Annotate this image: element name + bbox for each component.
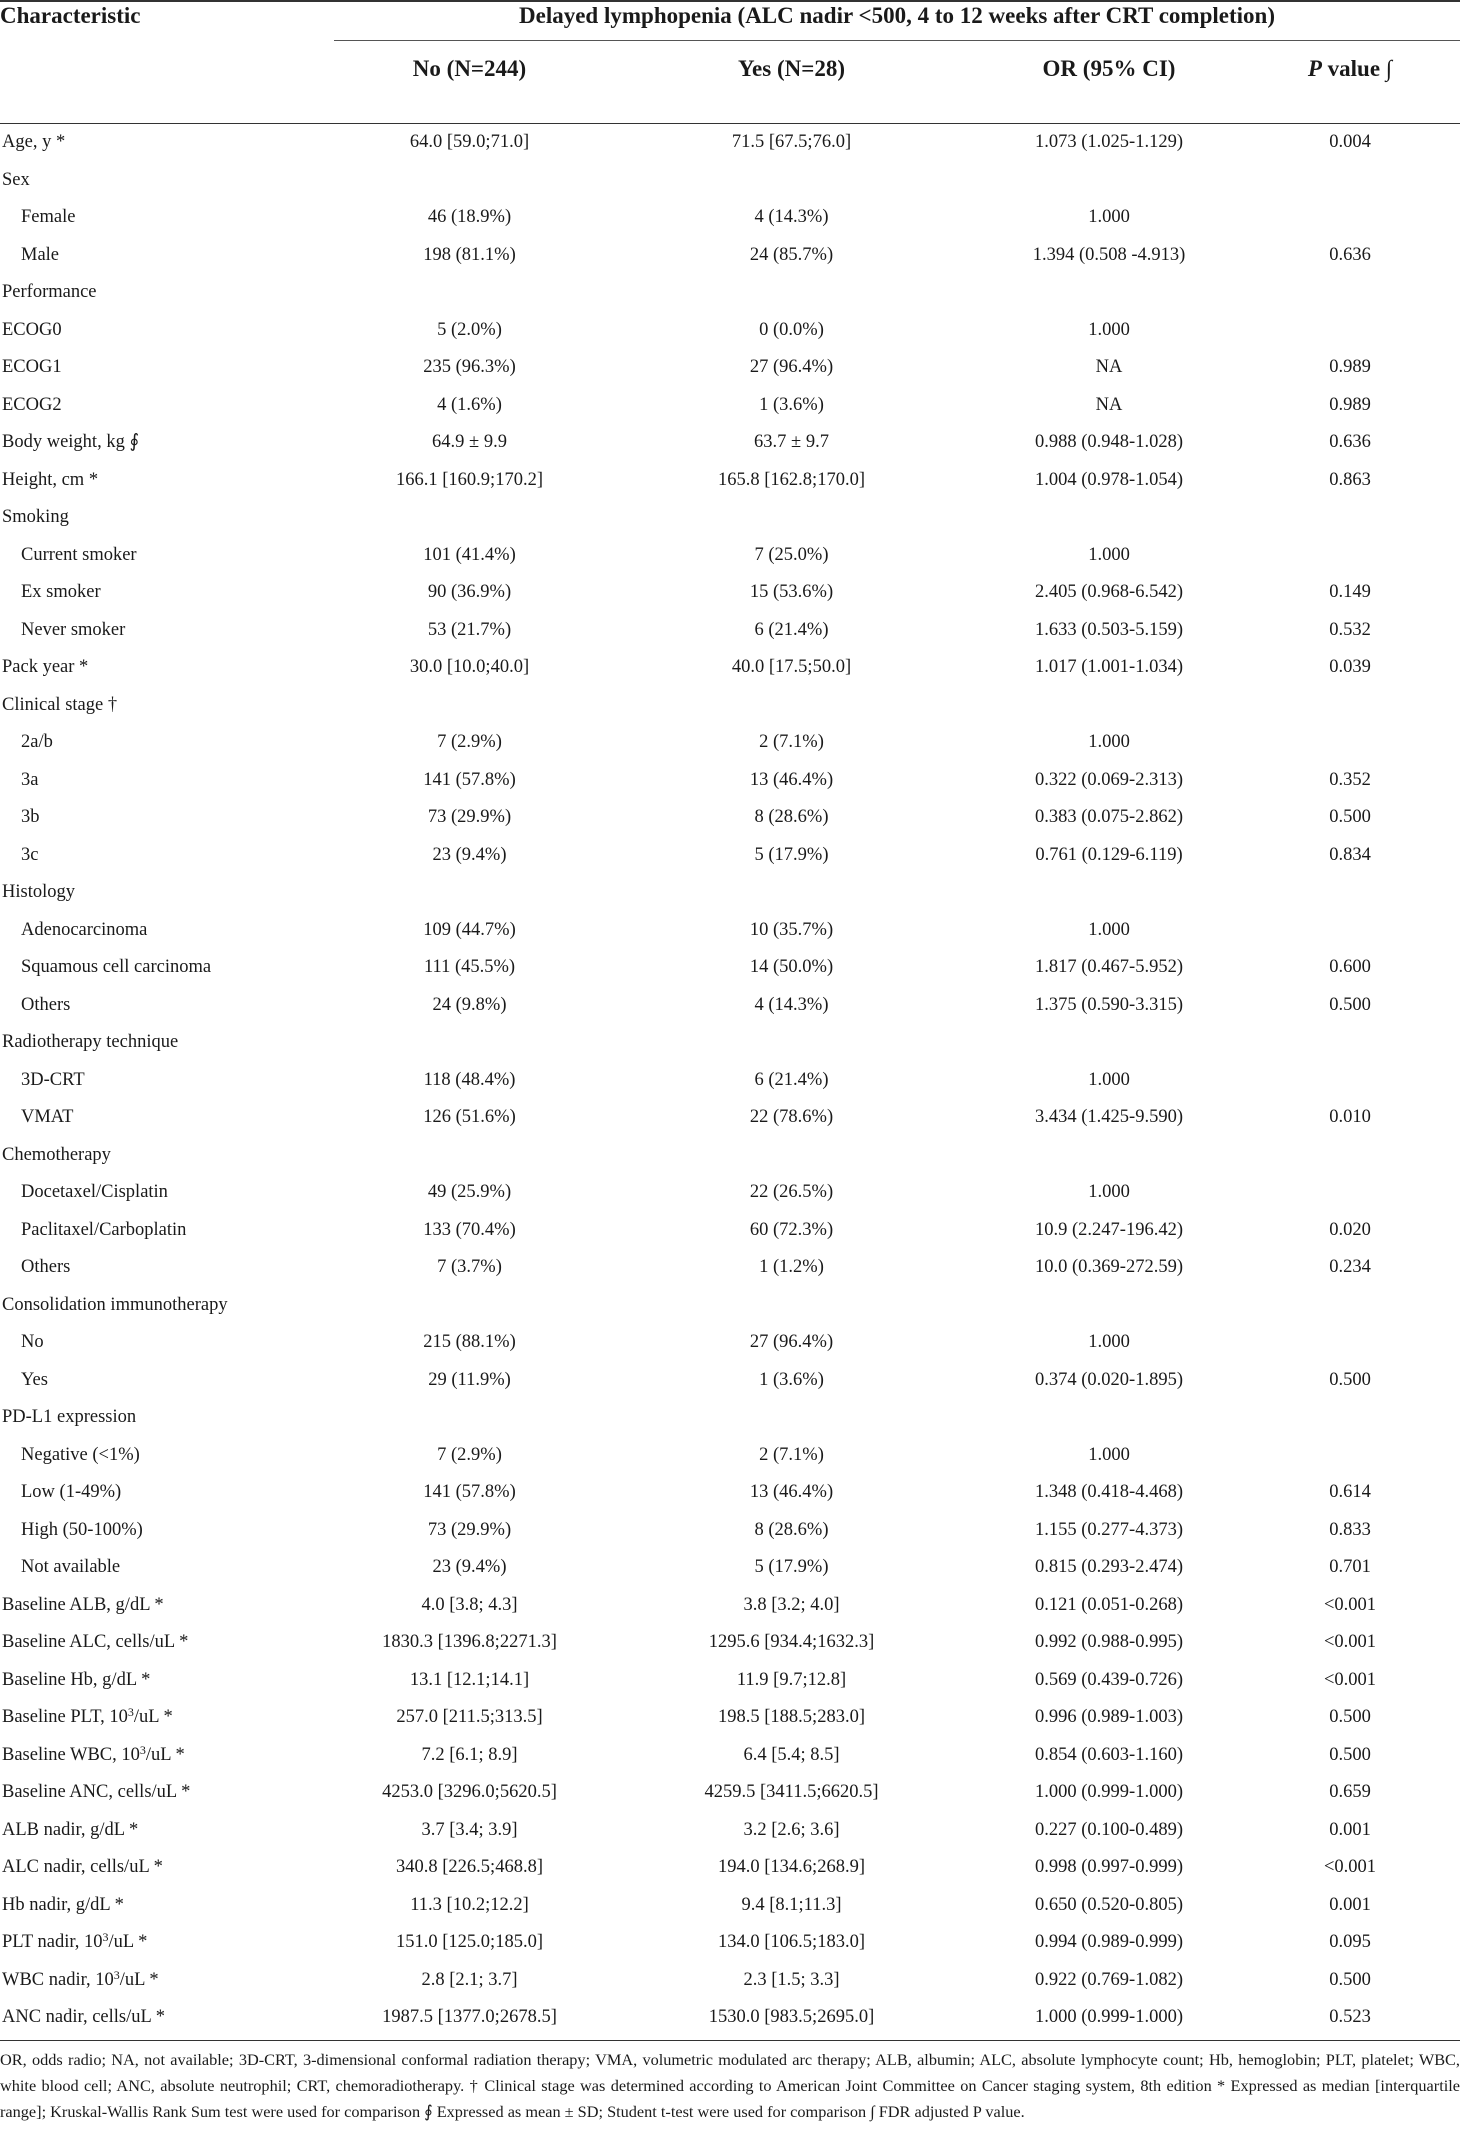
cell-or: 1.004 (0.978-1.054) [1035,469,1183,490]
table-row [0,237,1460,275]
table-row [0,724,1460,762]
row-label: 3c [21,844,39,865]
table-row [0,1924,1460,1962]
cell-or: 1.000 [1088,1332,1130,1352]
table-row [0,1849,1460,1887]
cell-no: 2.8 [2.1; 3.7] [421,1969,518,1990]
cell-yes: 10 (35.7%) [749,919,834,940]
row-label: Docetaxel/Cisplatin [21,1182,168,1202]
row-label: Others [21,1257,71,1277]
row-label: 3b [21,807,40,827]
cell-p: 0.701 [1329,1557,1371,1577]
cell-or: 0.992 (0.988-0.995) [1035,1632,1183,1652]
row-label: Hb nadir, g/dL * [2,1894,124,1915]
table-row [0,1999,1460,2037]
table-row [0,1437,1460,1475]
cell-or: 1.155 (0.277-4.373) [1035,1519,1183,1540]
cell-no: 141 (57.8%) [423,1482,516,1502]
row-label: Performance [2,282,97,302]
cell-p: 0.500 [1329,807,1371,827]
cell-no: 109 (44.7%) [423,919,516,940]
row-label: Female [21,207,76,227]
row-label: ALB nadir, g/dL * [2,1819,139,1840]
row-label: ALC nadir, cells/uL * [2,1857,163,1877]
cell-yes: 27 (96.4%) [749,1332,834,1352]
cell-no: 4.0 [3.8; 4.3] [421,1594,518,1615]
row-label: 3a [21,769,39,790]
row-label: 3D-CRT [21,1069,85,1090]
cell-yes: 14 (50.0%) [749,957,834,977]
cell-or: 3.434 (1.425-9.590) [1035,1107,1183,1127]
table-row [0,124,1460,162]
table-row [0,762,1460,800]
row-label: Yes [21,1369,48,1390]
cell-or: 0.121 (0.051-0.268) [1035,1594,1183,1615]
row-label: Male [21,244,60,265]
cell-yes: 13 (46.4%) [749,1482,834,1502]
cell-yes: 1 (3.6%) [759,394,824,415]
table-row [0,537,1460,575]
cell-yes: 9.4 [8.1;11.3] [741,1894,842,1915]
row-label: Never smoker [21,619,126,640]
cell-p: 0.234 [1329,1257,1371,1277]
table-row [0,1962,1460,2000]
cell-or: 10.9 (2.247-196.42) [1035,1219,1183,1240]
table-row [0,912,1460,950]
table-row [0,1587,1460,1625]
cell-no: 90 (36.9%) [427,582,512,602]
cell-p: 0.614 [1329,1482,1371,1502]
row-label-pre: PLT nadir, 10 [2,1932,103,1952]
cell-no: 24 (9.8%) [432,994,507,1015]
cell-p: 0.834 [1329,844,1371,865]
table-row [0,387,1460,425]
row-label-post: /uL * [133,1707,173,1727]
cell-no: 64.0 [59.0;71.0] [409,132,530,152]
cell-p: 0.020 [1329,1219,1371,1240]
row-label: Squamous cell carcinoma [21,957,212,977]
cell-yes: 13 (46.4%) [749,769,834,790]
cell-yes: 24 (85.7%) [749,244,834,265]
cell-or: 1.000 [1088,732,1130,752]
cell-yes: 3.8 [3.2; 4.0] [743,1594,840,1615]
row-label-sup: 3 [139,1742,146,1757]
table-row [0,1212,1460,1250]
cell-no: 64.9 ± 9.9 [432,432,507,452]
header-col-p-italic: P [1307,56,1322,81]
cell-or: 0.988 (0.948-1.028) [1035,432,1183,452]
header-col-p [1240,54,1460,84]
row-label: ANC nadir, cells/uL * [2,2007,165,2027]
table-row [0,1737,1460,1775]
cell-no: 11.3 [10.2;12.2] [410,1894,529,1915]
row-label: ECOG0 [2,319,62,340]
row-label: VMAT [21,1107,74,1127]
cell-p: 0.149 [1329,582,1371,602]
cell-yes: 4 (14.3%) [754,994,829,1015]
table-row [0,1137,1460,1175]
table-row [0,1662,1460,1700]
cell-or: 10.0 (0.369-272.59) [1035,1257,1183,1277]
cell-no: 73 (29.9%) [427,807,512,827]
cell-yes: 63.7 ± 9.7 [754,432,829,452]
row-label-post: /uL * [119,1969,159,1990]
cell-no: 111 (45.5%) [423,957,516,977]
cell-yes: 6 (21.4%) [754,619,829,640]
row-label: Paclitaxel/Carboplatin [21,1219,187,1240]
cell-no: 53 (21.7%) [427,619,512,640]
table-row [0,499,1460,537]
cell-p: 0.352 [1329,769,1371,790]
cell-or: 0.227 (0.100-0.489) [1035,1819,1183,1840]
cell-yes: 2 (7.1%) [759,1444,824,1465]
header-col-p-rest: value ∫ [1321,56,1393,81]
cell-no: 340.8 [226.5;468.8] [396,1857,543,1877]
row-label: Current smoker [21,544,137,565]
cell-yes: 15 (53.6%) [749,582,834,602]
cell-yes: 8 (28.6%) [754,807,829,827]
cell-or: 1.000 [1088,544,1130,565]
cell-p: 0.659 [1329,1782,1371,1802]
cell-no: 235 (96.3%) [423,357,516,377]
cell-no: 23 (9.4%) [432,1557,507,1577]
table-row [0,574,1460,612]
cell-p: 0.095 [1329,1932,1371,1952]
cell-yes: 27 (96.4%) [749,357,834,377]
cell-or: 1.073 (1.025-1.129) [1035,132,1183,152]
cell-p: 0.010 [1329,1107,1371,1127]
cell-or: 1.000 [1088,1444,1130,1465]
cell-yes: 165.8 [162.8;170.0] [718,469,865,490]
cell-no: 118 (48.4%) [423,1069,516,1090]
cell-or: 0.996 (0.989-1.003) [1035,1707,1183,1727]
cell-yes: 71.5 [67.5;76.0] [731,132,852,152]
row-label-pre: WBC nadir, 10 [2,1969,114,1990]
row-label-post: /uL * [145,1744,185,1765]
cell-or: 1.000 [1088,319,1130,340]
cell-or: 1.000 (0.999-1.000) [1035,2007,1183,2027]
cell-no: 5 (2.0%) [437,319,502,340]
cell-p: <0.001 [1323,1857,1377,1877]
row-label: Pack year * [2,657,89,677]
header-col-or: OR (95% CI) [1042,56,1176,81]
cell-or: 0.815 (0.293-2.474) [1035,1557,1183,1577]
cell-p: 0.004 [1329,132,1371,152]
table-header [0,0,1460,124]
row-label [2,1962,159,2000]
cell-yes: 3.2 [2.6; 3.6] [743,1819,840,1840]
row-label: High (50-100%) [21,1519,143,1540]
cell-p: <0.001 [1323,1632,1377,1652]
cell-yes: 11.9 [9.7;12.8] [736,1669,847,1690]
cell-no: 7.2 [6.1; 8.9] [421,1744,518,1765]
cell-no: 101 (41.4%) [423,544,516,565]
cell-or: 0.383 (0.075-2.862) [1035,807,1183,827]
cell-yes: 22 (26.5%) [749,1182,834,1202]
cell-no: 29 (11.9%) [428,1369,511,1390]
cell-or: 1.000 [1088,207,1130,227]
cell-yes: 0 (0.0%) [759,319,824,340]
cell-or: 1.394 (0.508 -4.913) [1032,244,1186,265]
cell-p: 0.532 [1329,619,1371,640]
table-row [0,1287,1460,1325]
row-label-post: /uL * [108,1932,148,1952]
cell-p: 0.001 [1329,1894,1371,1915]
cell-p: 0.500 [1329,1969,1371,1990]
row-label: Clinical stage † [2,694,118,715]
table-row [0,1249,1460,1287]
cell-yes: 4 (14.3%) [754,207,829,227]
row-label: Sex [2,169,30,190]
cell-yes: 7 (25.0%) [754,544,829,565]
table-row [0,1774,1460,1812]
cell-p: 0.833 [1329,1519,1371,1540]
row-label: Baseline ALC, cells/uL * [2,1632,189,1652]
cell-p: 0.500 [1329,1744,1371,1765]
table-row [0,612,1460,650]
cell-yes: 198.5 [188.5;283.0] [718,1707,865,1727]
cell-no: 3.7 [3.4; 3.9] [421,1819,518,1840]
table-row [0,424,1460,462]
cell-p: 0.636 [1329,432,1371,452]
cell-p: 0.636 [1329,244,1371,265]
cell-yes: 6.4 [5.4; 8.5] [743,1744,840,1765]
cell-yes: 5 (17.9%) [754,844,829,865]
cell-p: 0.863 [1329,469,1371,490]
cell-yes: 40.0 [17.5;50.0] [731,657,852,677]
cell-no: 215 (88.1%) [423,1332,516,1352]
cell-no: 257.0 [211.5;313.5] [396,1707,543,1727]
cell-or: 0.569 (0.439-0.726) [1035,1669,1183,1690]
row-label: No [21,1332,44,1352]
cell-or: 0.761 (0.129-6.119) [1035,844,1183,865]
table-body [0,124,1460,2037]
cell-p: 0.039 [1329,657,1371,677]
row-label [2,1737,185,1775]
cell-no: 198 (81.1%) [423,244,516,265]
table-row [0,199,1460,237]
header-col-no: No (N=244) [412,56,527,81]
cell-or: 2.405 (0.968-6.542) [1035,582,1183,602]
table-row [0,987,1460,1025]
table-bottom-rule [0,2040,1460,2041]
row-label: Others [21,994,71,1015]
row-label: Height, cm * [2,469,99,490]
cell-yes: 2.3 [1.5; 3.3] [743,1969,840,1990]
cell-no: 141 (57.8%) [423,769,516,790]
cell-p: 0.500 [1329,994,1371,1015]
table-row [0,1549,1460,1587]
header-spanning-title: Delayed lymphopenia (ALC nadir <500, 4 to 12 weeks after CRT completion) [519,3,1275,28]
table-row [0,1324,1460,1362]
table-row [0,1699,1460,1737]
row-label: ECOG2 [2,394,62,415]
table-row [0,162,1460,200]
cell-p: 0.989 [1329,394,1371,415]
cell-p: 0.523 [1329,2007,1371,2027]
cell-or: 0.322 (0.069-2.313) [1035,769,1183,790]
cell-yes: 5 (17.9%) [754,1557,829,1577]
row-label: Chemotherapy [2,1144,111,1165]
cell-no: 73 (29.9%) [427,1519,512,1540]
cell-or: 0.994 (0.989-0.999) [1035,1932,1183,1952]
cell-or: 0.650 (0.520-0.805) [1035,1894,1183,1915]
cell-yes: 194.0 [134.6;268.9] [718,1857,865,1877]
cell-yes: 6 (21.4%) [754,1069,829,1090]
cell-or: 1.633 (0.503-5.159) [1035,619,1183,640]
cell-yes: 22 (78.6%) [749,1107,834,1127]
cell-p: 0.500 [1329,1707,1371,1727]
cell-or: NA [1095,357,1123,377]
row-label: Baseline Hb, g/dL * [2,1669,151,1690]
cell-p: 0.600 [1329,957,1371,977]
cell-p: <0.001 [1323,1594,1377,1615]
cell-yes: 2 (7.1%) [759,732,824,752]
row-label-sup: 3 [113,1967,120,1982]
table-row [0,1512,1460,1550]
cell-yes: 1295.6 [934.4;1632.3] [708,1632,875,1652]
table-row [0,1099,1460,1137]
table-row [0,274,1460,312]
cell-no: 23 (9.4%) [432,844,507,865]
row-label: PD-L1 expression [2,1407,137,1427]
row-label-sup: 3 [102,1930,109,1944]
cell-or: 0.922 (0.769-1.082) [1035,1969,1183,1990]
cell-no: 151.0 [125.0;185.0] [396,1932,543,1952]
row-label: Consolidation immunotherapy [2,1294,228,1315]
cell-or: 1.375 (0.590-3.315) [1035,994,1183,1015]
cell-or: 0.374 (0.020-1.895) [1035,1369,1183,1390]
cell-or: 1.017 (1.001-1.034) [1035,657,1183,677]
table-row [0,687,1460,725]
table-row [0,1624,1460,1662]
cell-or: 1.000 [1088,919,1130,940]
cell-yes: 8 (28.6%) [754,1519,829,1540]
row-label: Baseline ANC, cells/uL * [2,1782,191,1802]
table-row [0,949,1460,987]
table-row [0,837,1460,875]
cell-no: 49 (25.9%) [427,1182,512,1202]
row-label: Age, y * [2,132,66,152]
cell-or: 1.348 (0.418-4.468) [1035,1482,1183,1502]
table-row [0,349,1460,387]
row-label [2,1699,173,1737]
row-label-pre: Baseline PLT, 10 [2,1707,128,1727]
table-row [0,1812,1460,1850]
table-row [0,799,1460,837]
header-divider [334,40,1460,41]
row-label: Body weight, kg ∮ [2,432,140,452]
cell-no: 46 (18.9%) [427,207,512,227]
cell-no: 30.0 [10.0;40.0] [409,657,530,677]
cell-yes: 1 (1.2%) [759,1257,824,1277]
cell-no: 133 (70.4%) [423,1219,516,1240]
row-label: Negative (<1%) [21,1444,140,1465]
header-col-yes: Yes (N=28) [737,56,845,81]
table-row [0,649,1460,687]
cell-or: 0.854 (0.603-1.160) [1035,1744,1183,1765]
cell-p: 0.989 [1329,357,1371,377]
row-label-pre: Baseline WBC, 10 [2,1744,140,1765]
row-label-sup: 3 [127,1705,134,1719]
cell-no: 126 (51.6%) [423,1107,516,1127]
cell-no: 1987.5 [1377.0;2678.5] [382,2007,557,2027]
table-row [0,1062,1460,1100]
row-label: Ex smoker [21,582,101,602]
row-label: 2a/b [21,732,53,752]
cell-no: 166.1 [160.9;170.2] [396,469,543,490]
cell-or: 1.000 [1088,1182,1130,1202]
cell-no: 1830.3 [1396.8;2271.3] [382,1632,557,1652]
cell-p: <0.001 [1323,1669,1377,1690]
header-characteristic: Characteristic [0,3,141,28]
cell-yes: 60 (72.3%) [749,1219,834,1240]
cell-no: 7 (3.7%) [437,1257,502,1277]
table-footnote: OR, odds radio; NA, not available; 3D-CRT, 3-dimensional conformal radiation therapy; VMA, volumetric modulated arc therapy; ALB, albumin; ALC, absolute lymphocyte count; Hb, hemoglobin; PLT, platelet; WBC, white blood cell; ANC, absolute neutrophil; CRT, chemoradiotherapy. † Clinical stage was determined according to American Joint Committee on Cancer staging system, 8th edition * Expressed as median [interquartile range]; Kruskal-Wallis Rank Sum test were used for comparison ∮ Expressed as mean ± SD; Student t-test were used for comparison ∫ FDR adjusted P value. [0,2050,1460,2121]
row-label: Not available [21,1557,121,1577]
row-label [2,1924,147,1962]
row-label: Baseline ALB, g/dL * [2,1594,164,1615]
row-label: Adenocarcinoma [21,919,148,940]
cell-no: 4 (1.6%) [437,394,502,415]
table-row [0,1399,1460,1437]
cell-yes: 1 (3.6%) [759,1369,824,1390]
row-label: Histology [2,882,75,902]
table-row [0,1362,1460,1400]
cell-yes: 1530.0 [983.5;2695.0] [708,2007,875,2027]
table-row [0,1174,1460,1212]
table-row [0,462,1460,500]
cell-or: 1.000 [1088,1069,1130,1090]
cell-or: 0.998 (0.997-0.999) [1035,1857,1183,1877]
cell-or: 1.817 (0.467-5.952) [1035,957,1183,977]
cell-p: 0.500 [1329,1369,1371,1390]
cell-no: 4253.0 [3296.0;5620.5] [382,1782,557,1802]
cell-yes: 134.0 [106.5;183.0] [718,1932,865,1952]
cell-or: 1.000 (0.999-1.000) [1035,1782,1183,1802]
table-row [0,1024,1460,1062]
cell-or: NA [1095,394,1123,415]
table-row [0,874,1460,912]
table-row [0,1887,1460,1925]
table-row [0,1474,1460,1512]
row-label: Low (1-49%) [21,1482,122,1502]
table-row [0,312,1460,350]
row-label: Smoking [2,507,69,527]
cell-no: 13.1 [12.1;14.1] [409,1669,530,1690]
row-label: ECOG1 [2,357,62,377]
cell-no: 7 (2.9%) [437,1444,502,1465]
cell-no: 7 (2.9%) [437,732,502,752]
row-label: Radiotherapy technique [2,1032,179,1052]
cell-yes: 4259.5 [3411.5;6620.5] [704,1782,879,1802]
cell-p: 0.001 [1329,1819,1371,1840]
